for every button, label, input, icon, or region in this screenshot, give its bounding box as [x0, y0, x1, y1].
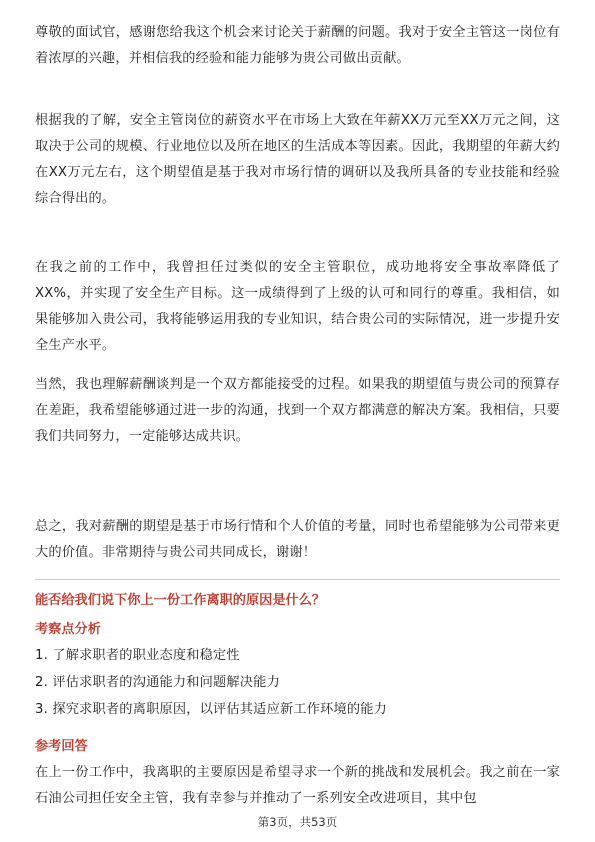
analysis-points-list: [35, 642, 560, 723]
analysis-heading: 考察点分析: [35, 622, 101, 637]
answer-heading: 参考回答: [35, 739, 88, 754]
interview-question: 能否给我们说下你上一份工作离职的原因是什么？: [35, 593, 326, 608]
paragraph-greeting: 尊敬的面试官，感谢您给我这个机会来讨论关于薪酬的问题。我对于安全主管这一岗位有着浓厚的兴趣，并相信我的经验和能力能够为贵公司做出贡献。: [35, 25, 560, 66]
page-number-footer: 第3页，共53页: [257, 815, 338, 829]
analysis-point: 2. 评估求职者的沟通能力和问题解决能力: [35, 675, 280, 690]
analysis-point: 1. 了解求职者的职业态度和稳定性: [35, 648, 240, 663]
analysis-point: 3. 探究求职者的离职原因，以评估其适应新工作环境的能力: [35, 702, 388, 717]
section-divider: [35, 579, 560, 580]
paragraph-negotiation: 当然，我也理解薪酬谈判是一个双方都能接受的过程。如果我的期望值与贵公司的预算存在差距，我希望能够通过进一步的沟通，找到一个双方都满意的解决方案。我相信，只要我们共同努力，一定能够达成共识。: [35, 377, 560, 444]
paragraph-experience: 在我之前的工作中，我曾担任过类似的安全主管职位，成功地将安全事故率降低了XX%，并实现了安全生产目标。这一成绩得到了上级的认可和同行的尊重。我相信，如果能够加入贵公司，我将能够运用我的专业知识，结合贵公司的实际情况，进一步提升安全生产水平。: [35, 260, 560, 353]
answer-text: 在上一份工作中，我离职的主要原因是希望寻求一个新的挑战和发展机会。我之前在一家石油公司担任安全主管，我有幸参与并推动了一系列安全改进项目，其中包: [35, 765, 560, 806]
paragraph-market-salary: 根据我的了解，安全主管岗位的薪资水平在市场上大致在年薪XX万元至XX万元之间，这取决于公司的规模、行业地位以及所在地区的生活成本等因素。因此，我期望的年薪大约在XX万元左右，这个期望值是基于我对市场行情的调研以及我所具备的专业技能和经验综合得出的。: [35, 113, 560, 206]
paragraph-conclusion: 总之，我对薪酬的期望是基于市场行情和个人价值的考量，同时也希望能够为公司带来更大的价值。非常期待与贵公司共同成长，谢谢！: [35, 519, 560, 560]
